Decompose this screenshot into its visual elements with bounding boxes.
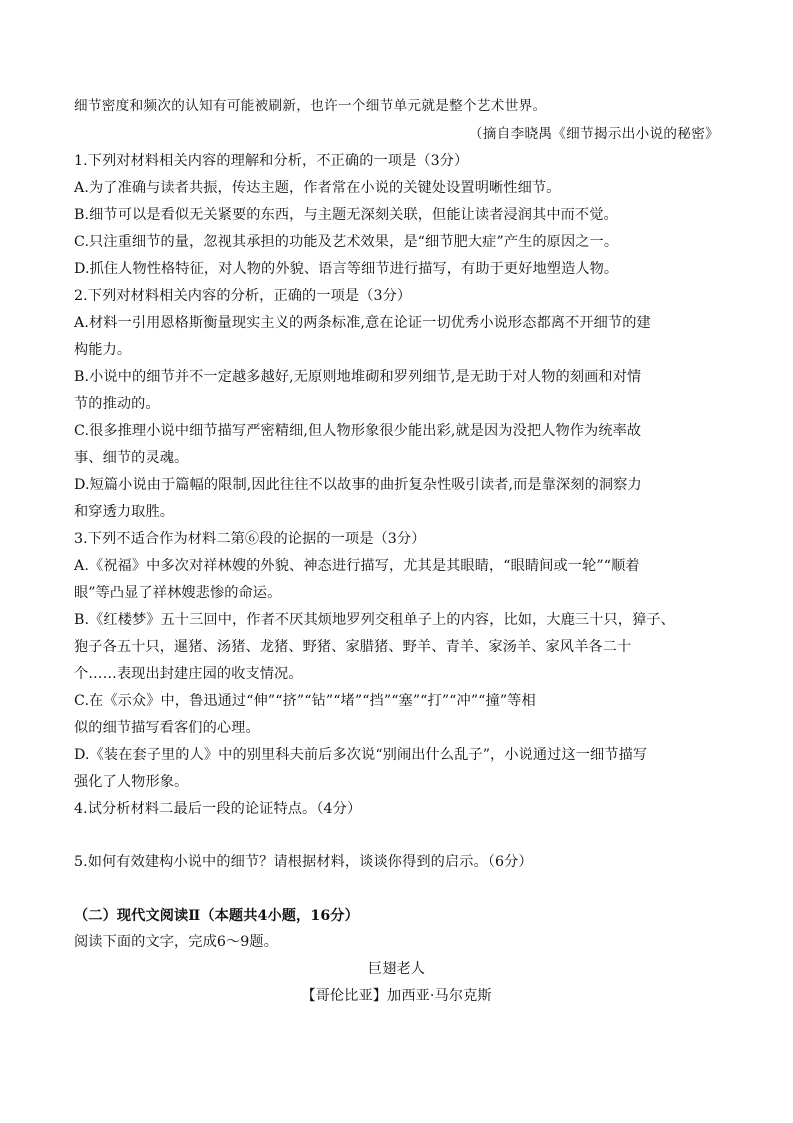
q2-option-c-line1: C.很多推理小说中细节描写严密精细,但人物形象很少能出彩,就是因为没把人物作为统率故 bbox=[74, 423, 642, 439]
q3-option-a-line1: A.《祝福》中多次对祥林嫂的外貌、神态进行描写，尤其是其眼睛，“眼睛间或一轮”“顺着 bbox=[74, 558, 640, 574]
q2-option-b-line1: B.小说中的细节并不一定越多越好,无原则地堆砌和罗列细节,是无助于对人物的刻画和对情 bbox=[74, 369, 642, 385]
article-title: 巨翅老人 bbox=[367, 961, 426, 977]
q3-option-a-line2: 眼”等凸显了祥林嫂悲惨的命运。 bbox=[74, 585, 282, 601]
q1-option-a: A.为了准确与读者共振，传达主题，作者常在小说的关键处设置明晰性细节。 bbox=[74, 180, 561, 196]
q2-option-b-line2: 节的推动的。 bbox=[74, 396, 160, 412]
q1-option-b: B.细节可以是看似无关紧要的东西，与主题无深刻关联，但能让读者浸润其中而不觉。 bbox=[74, 207, 618, 223]
q3-option-d-line1: D.《装在套子里的人》中的别里科夫前后多次说“别闹出什么乱子”，小说通过这一细节描写 bbox=[74, 747, 648, 763]
q1-option-c: C.只注重细节的量，忽视其承担的功能及艺术效果，是“细节肥大症”产生的原因之一。 bbox=[74, 234, 619, 250]
q5-stem: 5.如何有效建构小说中的细节？请根据材料，谈谈你得到的启示。（6分） bbox=[74, 854, 533, 870]
q3-option-b-line2: 狍子各五十只，暹猪、汤猪、龙猪、野猪、家腊猪、野羊、青羊、家汤羊、家风羊各二十 bbox=[74, 639, 632, 655]
q2-option-c-line2: 事、细节的灵魂。 bbox=[74, 450, 189, 466]
q2-stem: 2.下列对材料相关内容的分析，正确的一项是（3分） bbox=[74, 288, 412, 304]
section2-instruction: 阅读下面的文字，完成6～9题。 bbox=[74, 934, 278, 950]
q3-option-b-line3: 个……表现出封建庄园的收支情况。 bbox=[74, 666, 303, 682]
q1-stem: 1.下列对材料相关内容的理解和分析，不正确的一项是（3分） bbox=[74, 153, 469, 169]
q3-option-c-line1: C.在《示众》中，鲁迅通过“伸”“挤”“钻”“堵”“挡”“塞”“打”“冲”“撞”等相 bbox=[74, 693, 536, 709]
q2-option-d-line2: 和穿透力取胜。 bbox=[74, 504, 175, 520]
section2-heading: （二）现代文阅读Ⅱ（本题共4小题，16分） bbox=[74, 908, 359, 924]
q3-option-b-line1: B.《红楼梦》五十三回中，作者不厌其烦地罗列交租单子上的内容，比如，大鹿三十只，獐子、 bbox=[74, 612, 675, 628]
source-citation: （摘自李晓禺《细节揭示出小说的秘密》 bbox=[468, 126, 719, 142]
q4-stem: 4.试分析材料二最后一段的论证特点。（4分） bbox=[74, 801, 362, 817]
q3-option-c-line2: 似的细节描写看客们的心理。 bbox=[74, 720, 260, 736]
q2-option-a-line1: A.材料一引用恩格斯衡量现实主义的两条标准,意在论证一切优秀小说形态都离不开细节的建 bbox=[74, 315, 651, 331]
q3-stem: 3.下列不适合作为材料二第⑥段的论据的一项是（3分） bbox=[74, 531, 426, 547]
article-author: 【哥伦比亚】加西亚·马尔克斯 bbox=[301, 988, 492, 1004]
q2-option-d-line1: D.短篇小说由于篇幅的限制,因此往往不以故事的曲折复杂性吸引读者,而是靠深刻的洞察力 bbox=[74, 477, 642, 493]
q2-option-a-line2: 构能力。 bbox=[74, 342, 132, 358]
q3-option-d-line2: 强化了人物形象。 bbox=[74, 774, 189, 790]
intro-tail-line: 细节密度和频次的认知有可能被刷新，也许一个细节单元就是整个艺术世界。 bbox=[74, 98, 547, 114]
q1-option-d: D.抓住人物性格特征，对人物的外貌、语言等细节进行描写，有助于更好地塑造人物。 bbox=[74, 261, 619, 277]
